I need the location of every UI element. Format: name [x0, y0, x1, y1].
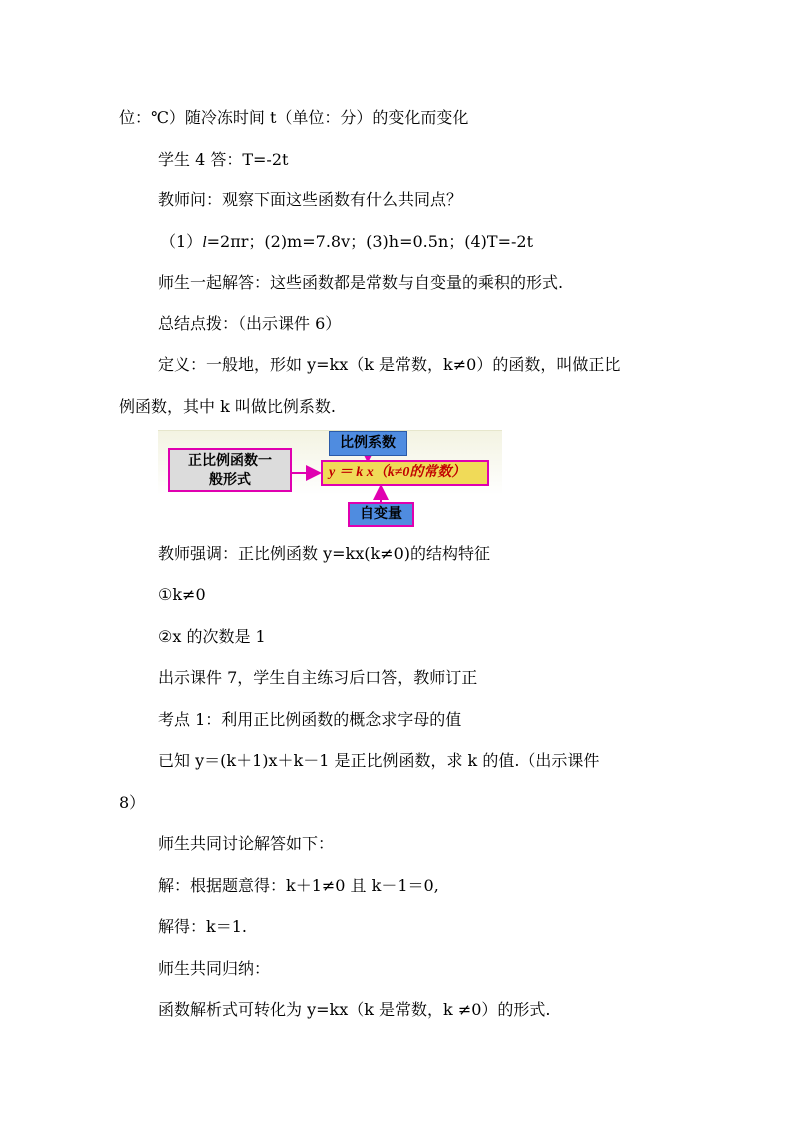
formula-box: y ＝ k x（k≠0的常数） — [321, 460, 489, 486]
text-line: 已知 y＝(k＋1)x＋k－1 是正比例函数，求 k 的值.（出示课件 — [158, 751, 600, 770]
text-line: ①k≠0 — [158, 585, 206, 604]
text-line: 师生一起解答：这些函数都是常数与自变量的乘积的形式. — [158, 273, 564, 292]
text-line: 师生共同归纳： — [158, 959, 271, 978]
coefficient-box: 比例系数 — [329, 431, 407, 456]
general-form-box — [168, 448, 292, 492]
general-form-label-line1: 正比例函数一 — [188, 453, 272, 469]
text-line: 学生 4 答：T=-2t — [158, 150, 289, 169]
text-line: 解得：k＝1. — [158, 917, 247, 936]
text-line: 解：根据题意得：k＋1≠0 且 k－1＝0, — [158, 876, 439, 895]
general-form-label-line2: 般形式 — [209, 472, 251, 488]
variable-box: 自变量 — [348, 502, 414, 527]
text-line: 教师强调：正比例函数 y=kx(k≠0)的结构特征 — [158, 544, 491, 563]
function-list-text: =2πr；(2)m=7.8v；(3)h=0.5n；(4)T=-2t — [206, 232, 534, 251]
function-list-line — [160, 232, 533, 253]
proportional-function-diagram — [158, 426, 502, 530]
text-line: 出示课件 7，学生自主练习后口答，教师订正 — [158, 668, 478, 687]
text-line: 教师问：观察下面这些函数有什么共同点？ — [158, 190, 463, 209]
text-line: 位：℃）随冷冻时间 t（单位：分）的变化而变化 — [119, 108, 469, 127]
definition-line-cont: 例函数，其中 k 叫做比例系数. — [119, 397, 336, 416]
text-line: 总结点拨：（出示课件 6） — [158, 314, 342, 333]
variable-l: l — [202, 234, 207, 251]
text-line: 8） — [119, 793, 146, 812]
list-prefix: （1） — [160, 232, 203, 251]
definition-line: 定义：一般地，形如 y=kx（k 是常数，k≠0）的函数，叫做正比 — [158, 355, 621, 374]
text-line: 考点 1：利用正比例函数的概念求字母的值 — [158, 710, 462, 729]
text-line: 师生共同讨论解答如下： — [158, 834, 335, 853]
text-line: 函数解析式可转化为 y=kx（k 是常数，k ≠0）的形式. — [158, 1000, 551, 1019]
text-line: ②x 的次数是 1 — [158, 627, 266, 646]
